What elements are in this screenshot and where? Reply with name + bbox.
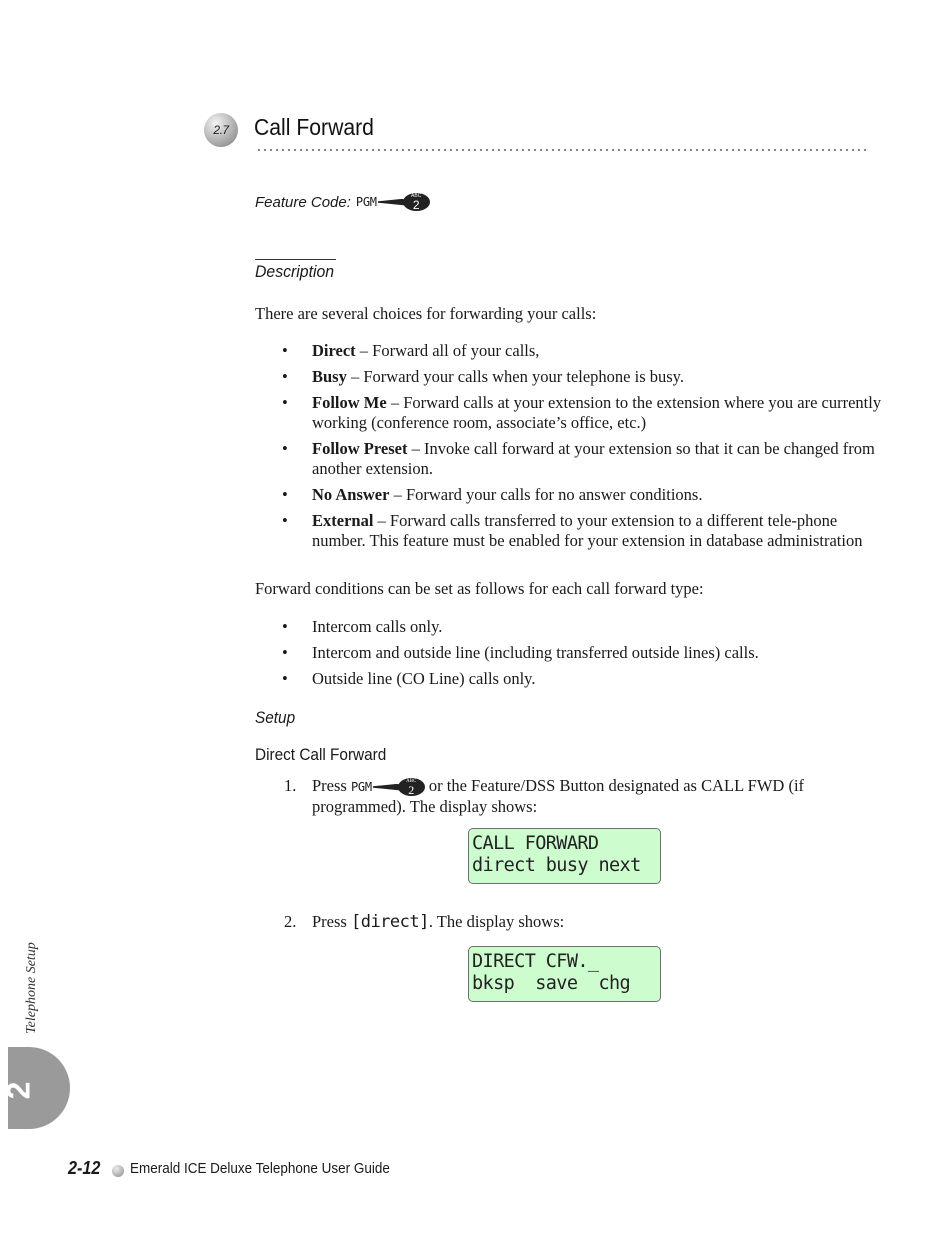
- step-text-pre: Press: [312, 776, 351, 795]
- bullet-text: – Forward your calls when your telephone is busy.: [346, 367, 684, 386]
- pgm-key-label: PGM: [350, 780, 372, 794]
- softkey-direct: [direct]: [350, 912, 429, 932]
- bullet-text: – Forward calls at your extension to the extension where you are currently working (conference room, associate’s office, etc.): [312, 393, 882, 432]
- conditions-intro: Forward conditions can be set as follows for each call forward type:: [255, 579, 704, 598]
- dial-key-digit: 2: [408, 783, 415, 797]
- dial-key-letters: ABC: [406, 779, 417, 784]
- direct-call-forward-heading: Direct Call Forward: [255, 746, 387, 764]
- guide-title: Emerald ICE Deluxe Telephone User Guide: [130, 1161, 390, 1177]
- key-connector-icon: [378, 199, 406, 206]
- bullet-icon: •: [282, 393, 288, 412]
- bullet-icon: •: [282, 643, 288, 662]
- bullet-icon: •: [282, 485, 288, 504]
- chapter-number: 2: [0, 1081, 37, 1100]
- step-text-pre: Press: [312, 912, 351, 931]
- lcd-display: [468, 828, 661, 884]
- bullet-term: Follow Preset: [312, 439, 408, 458]
- dotted-divider: [256, 149, 866, 151]
- bullet-icon: •: [282, 439, 288, 458]
- description-intro: There are several choices for forwarding your calls:: [255, 304, 597, 323]
- bullet-icon: •: [282, 511, 288, 530]
- bullet-icon: •: [282, 617, 288, 636]
- lcd-display: [468, 946, 661, 1002]
- bullet-text: – Invoke call forward at your extension so that it can be changed from another extension.: [312, 439, 875, 478]
- bullet-icon: •: [282, 367, 288, 386]
- feature-code: [255, 193, 430, 211]
- list-item: [282, 617, 882, 637]
- step-number: 2.: [284, 912, 297, 931]
- condition-text: Intercom calls only.: [312, 617, 443, 636]
- list-item: [282, 669, 882, 689]
- feature-key-sequence: [351, 777, 425, 797]
- lcd-line-2: bksp save chg: [472, 973, 631, 994]
- bullet-term: External: [312, 511, 374, 530]
- list-item: [282, 367, 882, 387]
- dial-key-2-icon: [403, 193, 430, 211]
- dial-key-2-icon: [398, 778, 425, 796]
- description-rule: [255, 259, 336, 260]
- feature-key-sequence: [356, 193, 430, 211]
- section-title: Call Forward: [254, 114, 374, 140]
- section-number: 2.7: [213, 123, 229, 137]
- lcd-line-1: CALL FORWARD: [472, 833, 599, 854]
- list-item: [282, 341, 882, 361]
- bullet-text: – Forward your calls for no answer conditions.: [389, 485, 703, 504]
- bullet-icon: •: [282, 341, 288, 360]
- pgm-key-label: PGM: [355, 195, 377, 209]
- description-heading: Description: [255, 262, 335, 281]
- step-number: 1.: [284, 776, 297, 795]
- section-number-badge: [204, 113, 238, 147]
- dial-key-digit: 2: [412, 198, 420, 212]
- lcd-line-1: DIRECT CFW._: [472, 951, 599, 972]
- key-connector-icon: [373, 784, 401, 791]
- bullet-term: Follow Me: [312, 393, 387, 412]
- list-item: [282, 439, 882, 479]
- dial-key-letters: ABC: [411, 193, 422, 199]
- setup-heading: Setup: [255, 709, 296, 727]
- step-text-post: or the Feature/DSS Button designated as CALL FWD (if programmed). The display shows:: [312, 776, 805, 816]
- list-item: [282, 393, 882, 433]
- bullet-term: Busy: [312, 367, 347, 386]
- bullet-icon: •: [282, 669, 288, 688]
- condition-text: Outside line (CO Line) calls only.: [312, 669, 536, 688]
- step-text-post: . The display shows:: [428, 912, 565, 931]
- chapter-label: Telephone Setup: [24, 942, 39, 1034]
- bullet-text: – Forward all of your calls,: [355, 341, 540, 360]
- list-item: [282, 511, 882, 551]
- feature-code-label: Feature Code:: [255, 193, 351, 211]
- page-number: 2-12: [68, 1158, 101, 1178]
- step-1: [282, 776, 882, 817]
- condition-text: Intercom and outside line (including transferred outside lines) calls.: [312, 643, 759, 662]
- bullet-text: – Forward calls transferred to your extension to a different tele-phone number. This feature must be enabled for your extension in database administration: [312, 511, 863, 550]
- step-2: [282, 912, 882, 932]
- footer-bullet-icon: [112, 1165, 124, 1177]
- list-item: [282, 485, 882, 505]
- bullet-term: No Answer: [312, 485, 390, 504]
- list-item: [282, 643, 882, 663]
- lcd-line-2: direct busy next: [472, 855, 641, 876]
- bullet-term: Direct: [312, 341, 356, 360]
